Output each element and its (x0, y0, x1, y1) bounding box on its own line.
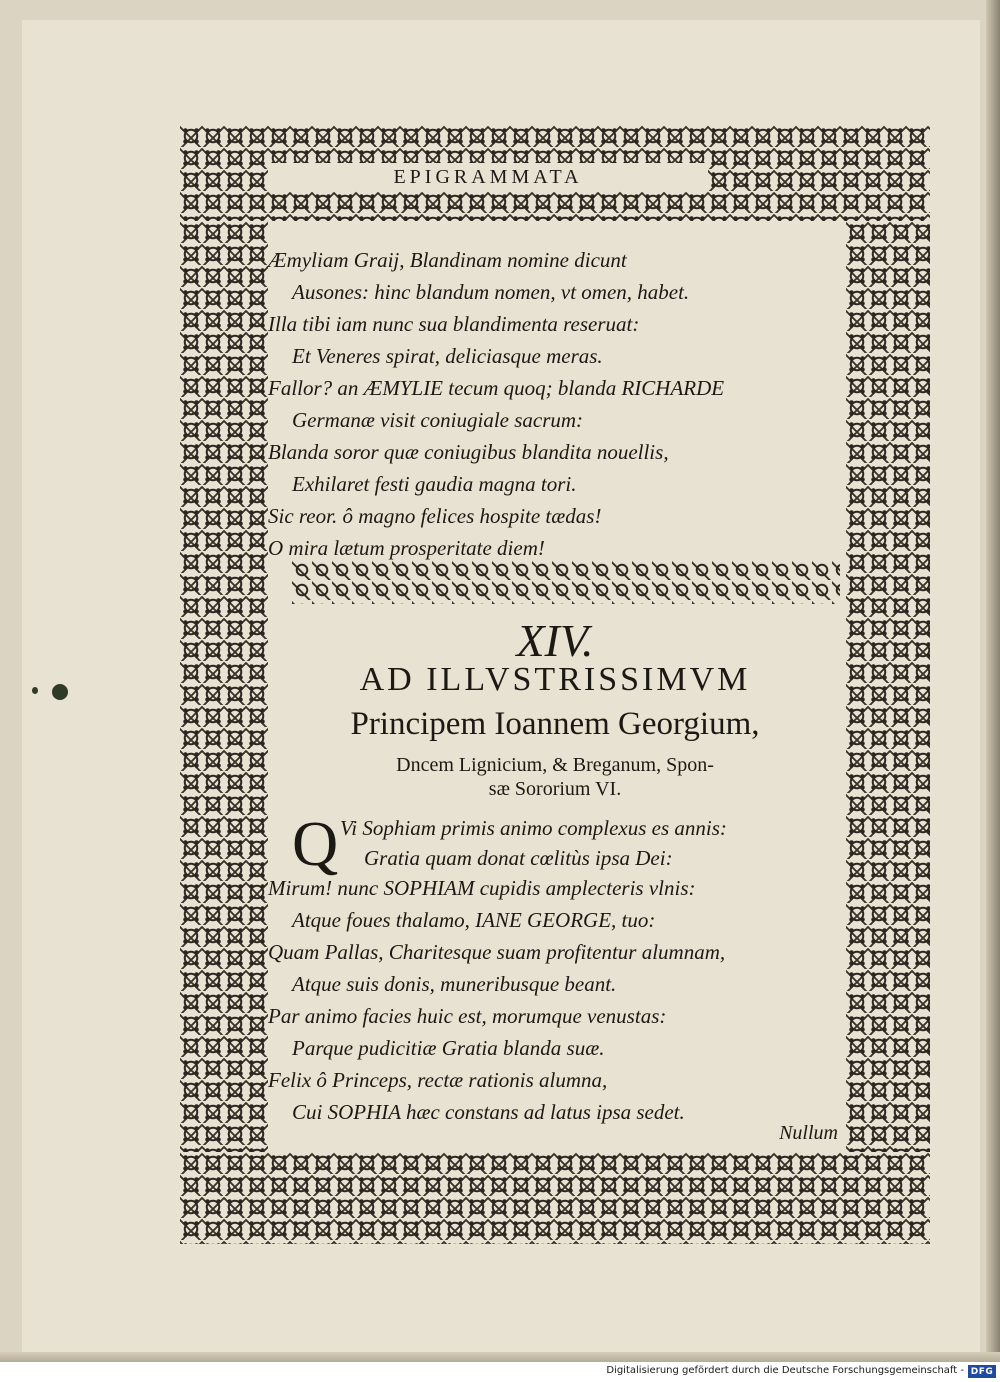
verse-line: Fallor? an ÆMYLIE tecum quoq; blanda RICHARDE (268, 376, 725, 400)
funding-credit: Digitalisierung gefördert durch die Deutsche Forschungsgemeinschaft - (606, 1365, 964, 1376)
verse-line: Ausones: hinc blandum nomen, vt omen, habet. (292, 280, 690, 304)
catchword: Nullum (779, 1122, 838, 1144)
page-edge-shadow (986, 0, 1000, 1362)
verse-line: Æmyliam Graij, Blandinam nomine dicunt (268, 248, 627, 272)
verse-line: Germanæ visit coniugiale sacrum: (292, 408, 584, 432)
verse-line: Atque foues thalamo, IANE GEORGE, tuo: (292, 908, 656, 932)
section-number: XIV. (516, 615, 594, 666)
verse-line: Blanda soror quæ coniugibus blandita nouellis, (268, 440, 669, 464)
drop-cap: Q (292, 808, 339, 879)
ornamental-divider (292, 560, 840, 604)
verse-line: Illa tibi iam nunc sua blandimenta reseruat: (268, 312, 640, 336)
dfg-logo[interactable]: DFG (968, 1365, 996, 1378)
verse-line: Felix ô Princeps, rectæ rationis alumna, (268, 1068, 608, 1092)
verse-line: Mirum! nunc SOPHIAM cupidis amplecteris vlnis: (268, 876, 696, 900)
ink-spot (32, 687, 38, 694)
ornamental-border-left (180, 221, 268, 1152)
verse-line: Exhilaret festi gaudia magna tori. (292, 472, 577, 496)
verse-line: Sic reor. ô magno felices hospite tædas! (268, 504, 602, 528)
ink-spot (52, 684, 68, 700)
verse-line: Par animo facies huic est, morumque venustas: (268, 1004, 667, 1028)
heading-line-2: Principem Ioannem Georgium, (350, 706, 760, 742)
verse-line: Atque suis donis, muneribusque beant. (292, 972, 617, 996)
text-block (268, 222, 842, 1152)
verse-line: Vi Sophiam primis animo complexus es annis: (340, 816, 727, 840)
heading-line-4: sæ Sororium VI. (488, 778, 622, 800)
running-head-band (268, 163, 708, 191)
page-edge-shadow (0, 1352, 1000, 1362)
verse-line: Cui SOPHIA hæc constans ad latus ipsa sedet. (292, 1100, 685, 1124)
footer-bar (0, 1362, 1000, 1382)
verse-line: Parque pudicitiæ Gratia blanda suæ. (292, 1036, 605, 1060)
ornamental-border-bottom (180, 1152, 930, 1244)
verse-line: Quam Pallas, Charitesque suam profitentur alumnam, (268, 940, 726, 964)
verse-line: Et Veneres spirat, deliciasque meras. (292, 344, 603, 368)
heading-line-3: Dncem Lignicium, & Breganum, Spon- (396, 754, 714, 776)
ornamental-border-right (846, 221, 930, 1152)
running-head: EPIGRAMMATA (393, 165, 583, 188)
verse-line: O mira lætum prosperitate diem! (268, 536, 545, 560)
verse-line: Gratia quam donat cœlitùs ipsa Dei: (364, 846, 673, 870)
heading-line-1: AD ILLVSTRISSIMVM (359, 661, 751, 698)
